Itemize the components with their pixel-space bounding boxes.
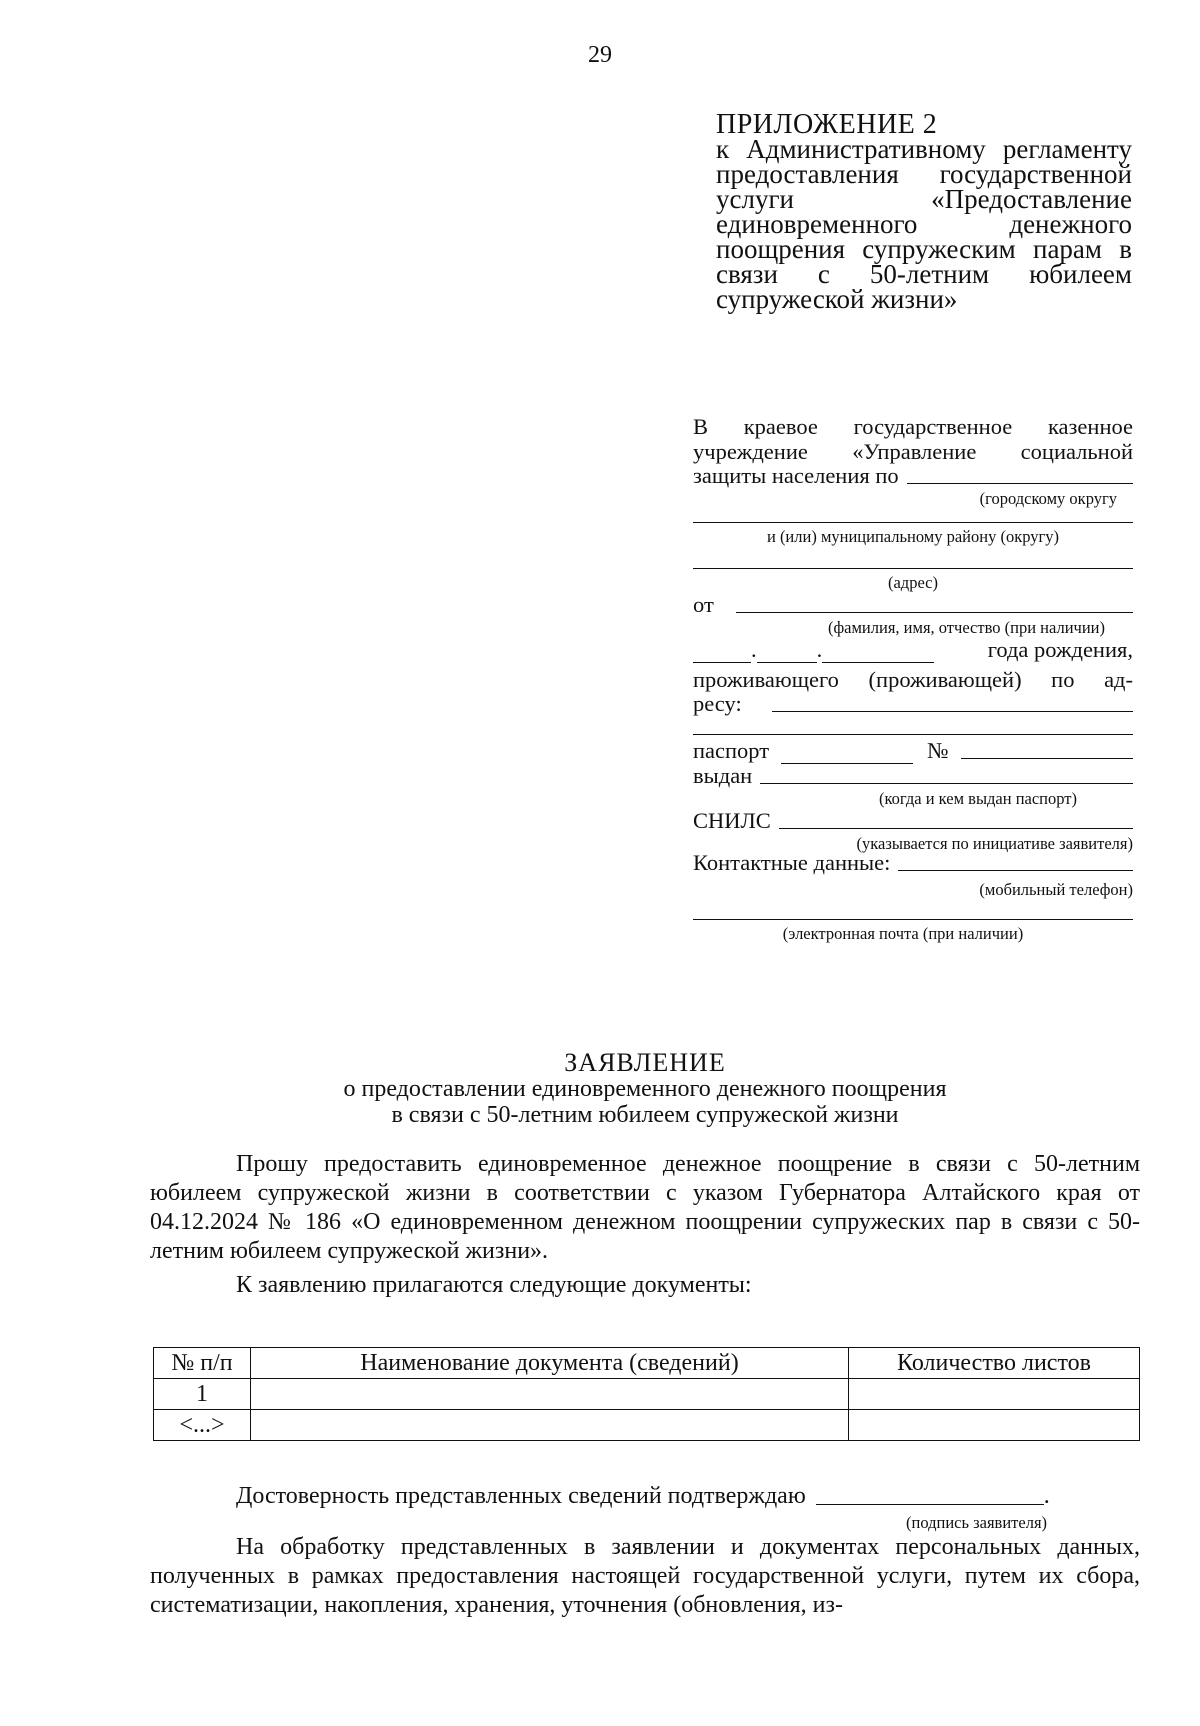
attached-paragraph: К заявлению прилагаются следующие документы: [236,1272,752,1298]
addressee-line3: защиты населения по [693,463,899,488]
page-number: 29 [588,42,612,68]
from-row [693,593,1133,618]
confirmation-text: Достоверность представленных сведений подтверждаю [236,1483,806,1509]
hint-municipal: и (или) муниципальному району (округу) [766,527,1060,546]
passport-row [693,739,1133,764]
residing-row [693,692,1133,717]
table-row [154,1379,1140,1410]
issued-row [693,764,1133,789]
application-subtitle-2: в связи с 50-летним юбилеем супружеской жизни [391,1102,899,1128]
from-label: от [693,592,714,617]
table-header-row [154,1348,1140,1379]
row-number: <...> [154,1410,251,1441]
issued-label: выдан [693,763,753,788]
appendix-block [716,109,1132,314]
passport-label: паспорт [693,738,770,763]
consent-block [150,1533,1140,1620]
application-subtitle-1: о предоставлении единовременного денежного поощрения [343,1076,947,1102]
confirmation-period: . [1043,1483,1050,1509]
birth-row [693,638,1133,663]
birth-dot-1: . [751,637,757,662]
birth-year-field[interactable] [822,644,934,663]
hint-phone: (мобильный телефон) [979,880,1133,899]
hint-snils: (указывается по инициативе заявителя) [856,834,1133,853]
addressee-block [693,414,1133,944]
district-row [693,464,1133,489]
birth-day-field[interactable] [693,644,751,663]
birth-month-field[interactable] [757,644,817,663]
hint-district: (городскому округу [979,489,1117,508]
application-title: ЗАЯВЛЕНИЕ [564,1048,726,1077]
hint-issued: (когда и кем выдан паспорт) [878,789,1077,808]
header-number: № п/п [154,1348,251,1379]
birth-label: года рождения, [987,637,1133,662]
row-document-name[interactable] [251,1410,849,1441]
hint-address: (адрес) [887,573,938,592]
residing-label: ресу: [693,691,742,716]
snils-field[interactable] [779,827,1133,829]
documents-table [153,1347,1140,1441]
row-number: 1 [154,1379,251,1410]
row-sheet-count[interactable] [849,1379,1140,1410]
appendix-title: ПРИЛОЖЕНИЕ 2 [716,109,938,140]
table-row [154,1410,1140,1441]
signature-field[interactable] [816,1503,1044,1505]
header-name: Наименование документа (сведений) [251,1348,849,1379]
confirmation-row [236,1480,1140,1510]
contacts-label: Контактные данные: [693,850,891,875]
contacts-row [693,850,1133,876]
passport-series-field[interactable] [781,745,913,764]
hint-name: (фамилия, имя, отчество (при наличии) [827,618,1105,637]
passport-number-sign: № [927,738,949,763]
request-paragraph: Прошу предоставить единовременное денежное поощрение в связи с 50-летним юбилеем супружеской жизни в соответствии с указом Губернатора Алтайского края от 04.12.2024 № 186 «О единовременном денежном поощрении супружеских пар в связи с 50-летним юбилеем супружеской жизни». [150,1151,1140,1264]
snils-row [693,809,1133,834]
header-sheets: Количество листов [849,1348,1140,1379]
hint-email: (электронная почта (при наличии) [782,924,1024,943]
consent-paragraph: На обработку представленных в заявлении и документах персональных данных, полученных в рамках предоставления настоящей государственной услуги, путем их сбора, систематизации, накопления, хранения, уточнения (обновления, из- [150,1534,1140,1618]
application-block [150,1050,1140,1300]
residence-field-2[interactable] [693,733,1133,735]
email-field[interactable] [693,918,1133,920]
appendix-text: к Административному регламенту предоставления государственной услуги «Предоставление единовременного денежного поощрения супружеским парам в связи с 50-летним юбилеем супружеской жизни» [716,134,1132,314]
row-sheet-count[interactable] [849,1410,1140,1441]
address-field[interactable] [693,567,1133,569]
district-field[interactable] [907,482,1133,484]
issued-field[interactable] [760,782,1133,784]
residing-line: проживающего (проживающей) по ад- [693,667,1133,692]
hint-signature: (подпись заявителя) [906,1513,1048,1532]
snils-label: СНИЛС [693,808,771,833]
passport-number-field[interactable] [961,757,1133,759]
municipal-field[interactable] [693,521,1133,523]
residence-field[interactable] [772,710,1133,712]
name-field[interactable] [736,611,1133,613]
birth-dot-2: . [816,637,823,662]
addressee-intro: В краевое государственное казенное учреждение «Управление социальной [693,414,1133,464]
row-document-name[interactable] [251,1379,849,1410]
phone-field[interactable] [898,869,1133,871]
